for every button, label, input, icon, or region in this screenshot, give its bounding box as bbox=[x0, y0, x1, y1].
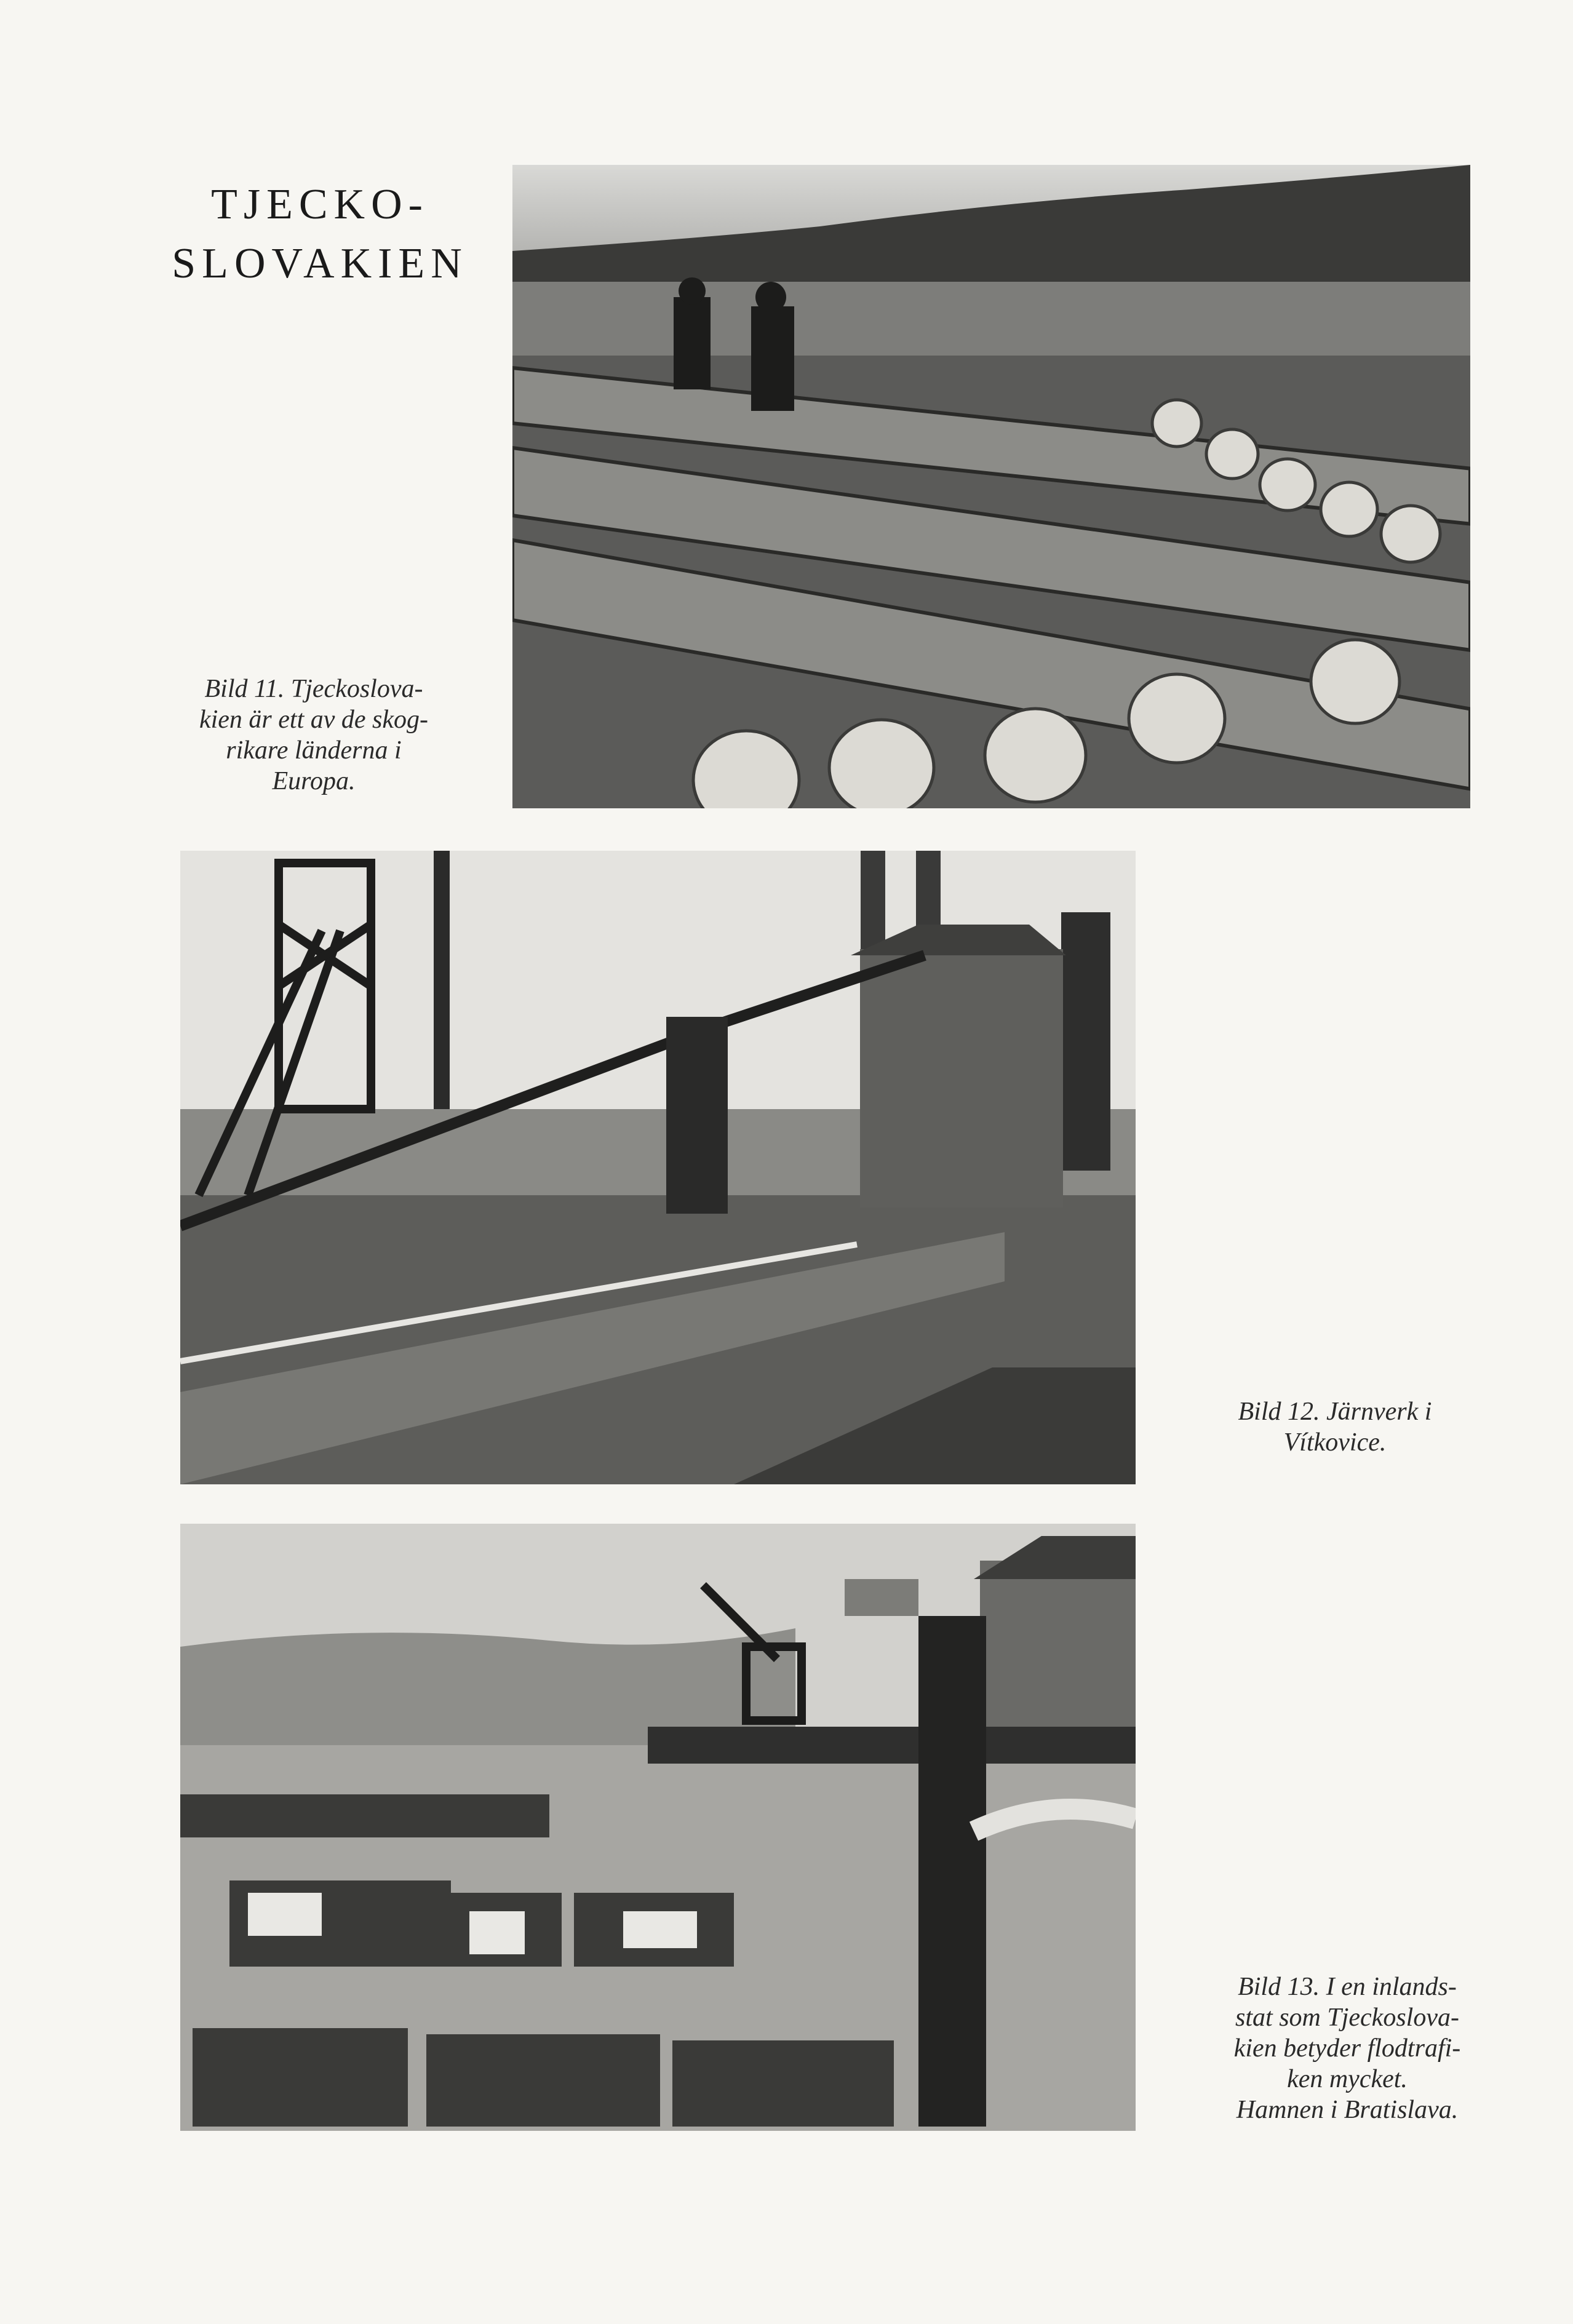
caption-line: kien är ett av de skog- bbox=[199, 706, 429, 734]
caption-line: Bild 13. I en inlands- bbox=[1238, 1973, 1457, 2001]
caption-bild-11 bbox=[154, 674, 474, 797]
caption-bild-13 bbox=[1187, 1972, 1507, 2125]
photo-ironworks-image bbox=[180, 851, 1136, 1484]
caption-line: ken mycket. bbox=[1287, 2065, 1408, 2093]
caption-line: Hamnen i Bratislava. bbox=[1236, 2096, 1459, 2124]
title-line-2: SLOVAKIEN bbox=[172, 240, 468, 287]
caption-line: kien betyder flodtrafi- bbox=[1233, 2034, 1461, 2063]
caption-line: Bild 12. Järnverk i bbox=[1238, 1398, 1432, 1426]
caption-line: rikare länderna i bbox=[226, 736, 402, 765]
caption-line: stat som Tjeckoslova- bbox=[1235, 2004, 1459, 2032]
caption-bild-12 bbox=[1187, 1396, 1483, 1458]
photo-timber-logs bbox=[512, 165, 1470, 808]
photo-harbour bbox=[180, 1524, 1136, 2131]
caption-line: Bild 11. Tjeckoslova- bbox=[204, 675, 423, 703]
caption-line: Europa. bbox=[272, 767, 356, 795]
photo-timber-logs-image bbox=[512, 165, 1470, 808]
photo-ironworks bbox=[180, 851, 1136, 1484]
photo-harbour-image bbox=[180, 1524, 1136, 2131]
title-line-1: TJECKO- bbox=[211, 181, 429, 228]
caption-line: Vítkovice. bbox=[1283, 1428, 1387, 1457]
page-title bbox=[148, 175, 492, 293]
